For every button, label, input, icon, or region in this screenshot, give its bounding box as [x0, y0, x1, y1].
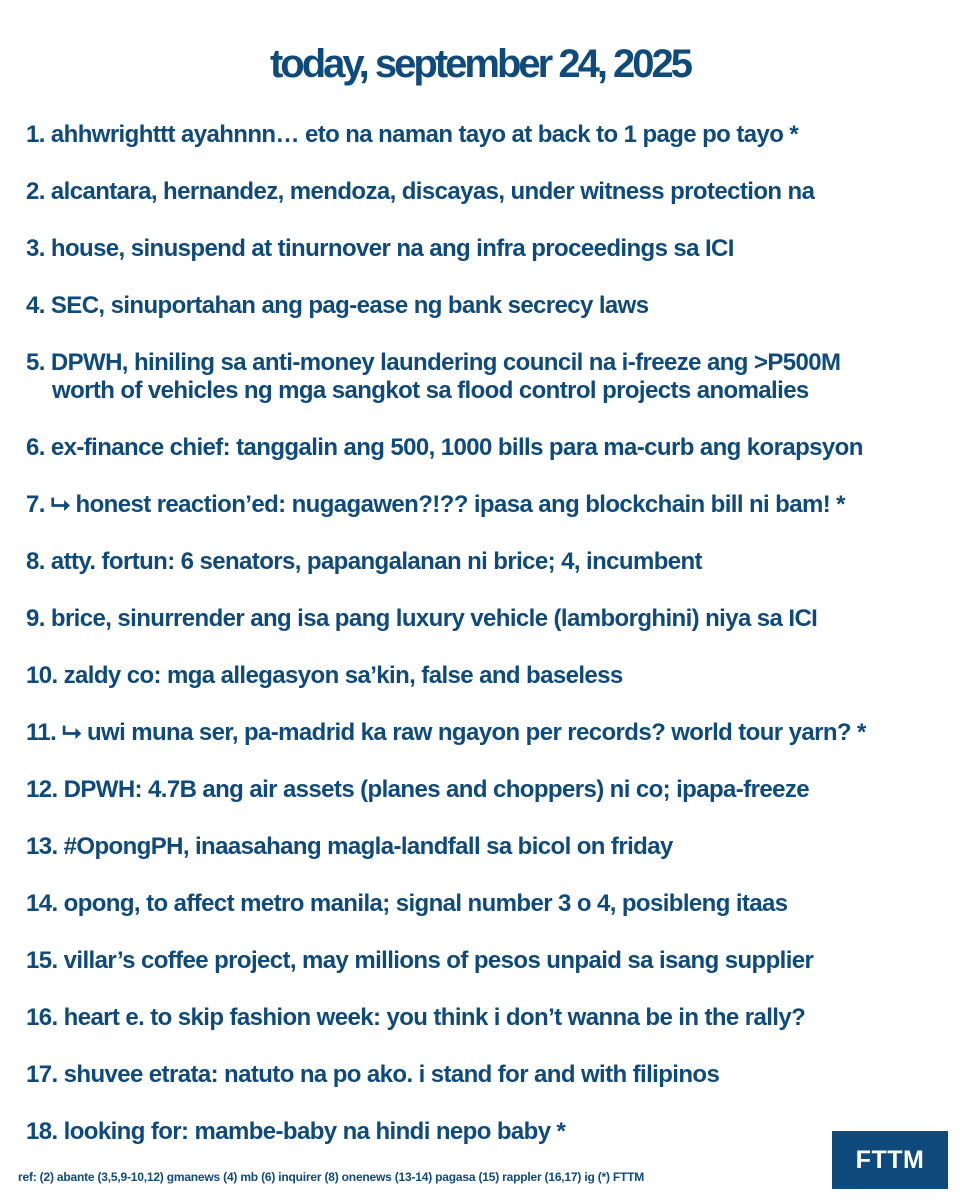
news-item-text: 18. looking for: mambe-baby na hindi nepo baby * — [26, 1118, 566, 1145]
news-item — [26, 947, 956, 975]
news-item-text: 11. ⮡ uwi muna ser, pa-madrid ka raw ngayon per records? world tour yarn? * — [26, 719, 866, 746]
news-item-text: 9. brice, sinurrender ang isa pang luxury vehicle (lamborghini) niya sa ICI — [26, 605, 818, 632]
news-item-text: 14. opong, to affect metro manila; signal number 3 o 4, posibleng itaas — [26, 890, 788, 917]
news-item — [26, 605, 956, 633]
news-item — [26, 235, 956, 263]
news-item-text: 13. #OpongPH, inaasahang magla-landfall sa bicol on friday — [26, 833, 673, 860]
news-item — [26, 776, 956, 804]
news-item — [26, 1118, 956, 1146]
news-item — [26, 1061, 956, 1089]
news-item-text: 10. zaldy co: mga allegasyon sa’kin, false and baseless — [26, 662, 623, 689]
news-item-text: 2. alcantara, hernandez, mendoza, discayas, under witness protection na — [26, 178, 815, 205]
news-item-text-continued: worth of vehicles ng mga sangkot sa flood control projects anomalies — [52, 377, 809, 404]
news-item — [26, 292, 956, 320]
news-item — [26, 833, 956, 861]
news-item-text: 15. villar’s coffee project, may millions of pesos unpaid sa isang supplier — [26, 947, 814, 974]
page-title: today, september 24, 2025 — [269, 42, 691, 86]
news-item-text: 7. ⮡ honest reaction’ed: nugagawen?!?? ipasa ang blockchain bill ni bam! * — [26, 491, 845, 518]
fttm-logo — [832, 1131, 948, 1189]
news-item-text: 12. DPWH: 4.7B ang air assets (planes and choppers) ni co; ipapa-freeze — [26, 776, 809, 803]
news-item — [26, 434, 956, 462]
news-item-text: 3. house, sinuspend at tinurnover na ang infra proceedings sa ICI — [26, 235, 734, 262]
news-item — [26, 178, 956, 206]
news-item-text: 16. heart e. to skip fashion week: you think i don’t wanna be in the rally? — [26, 1004, 806, 1031]
news-item-text: 17. shuvee etrata: natuto na po ako. i stand for and with filipinos — [26, 1061, 720, 1088]
logo-text: FTTM — [855, 1145, 925, 1174]
news-item — [26, 719, 956, 747]
news-item-text: 6. ex-finance chief: tanggalin ang 500, 1000 bills para ma-curb ang korapsyon — [26, 434, 863, 461]
news-item-text: 8. atty. fortun: 6 senators, papangalanan ni brice; 4, incumbent — [26, 548, 702, 575]
news-item — [26, 1004, 956, 1032]
news-item-text: 1. ahhwrighttt ayahnnn… eto na naman tayo at back to 1 page po tayo * — [26, 121, 799, 148]
news-item-text: 4. SEC, sinuportahan ang pag-ease ng bank secrecy laws — [26, 292, 649, 319]
news-item — [26, 548, 956, 576]
news-item-text: 5. DPWH, hiniling sa anti-money laundering council na i-freeze ang >P500M — [26, 349, 841, 376]
news-item — [26, 890, 956, 918]
news-item — [26, 662, 956, 690]
news-item — [26, 349, 956, 405]
news-item — [26, 121, 956, 149]
news-list — [26, 121, 956, 1175]
news-item — [26, 491, 956, 519]
references-footnote: ref: (2) abante (3,5,9-10,12) gmanews (4) mb (6) inquirer (8) onenews (13-14) pagasa (15) rappler (16,17) ig (*) FTTM — [18, 1170, 645, 1184]
